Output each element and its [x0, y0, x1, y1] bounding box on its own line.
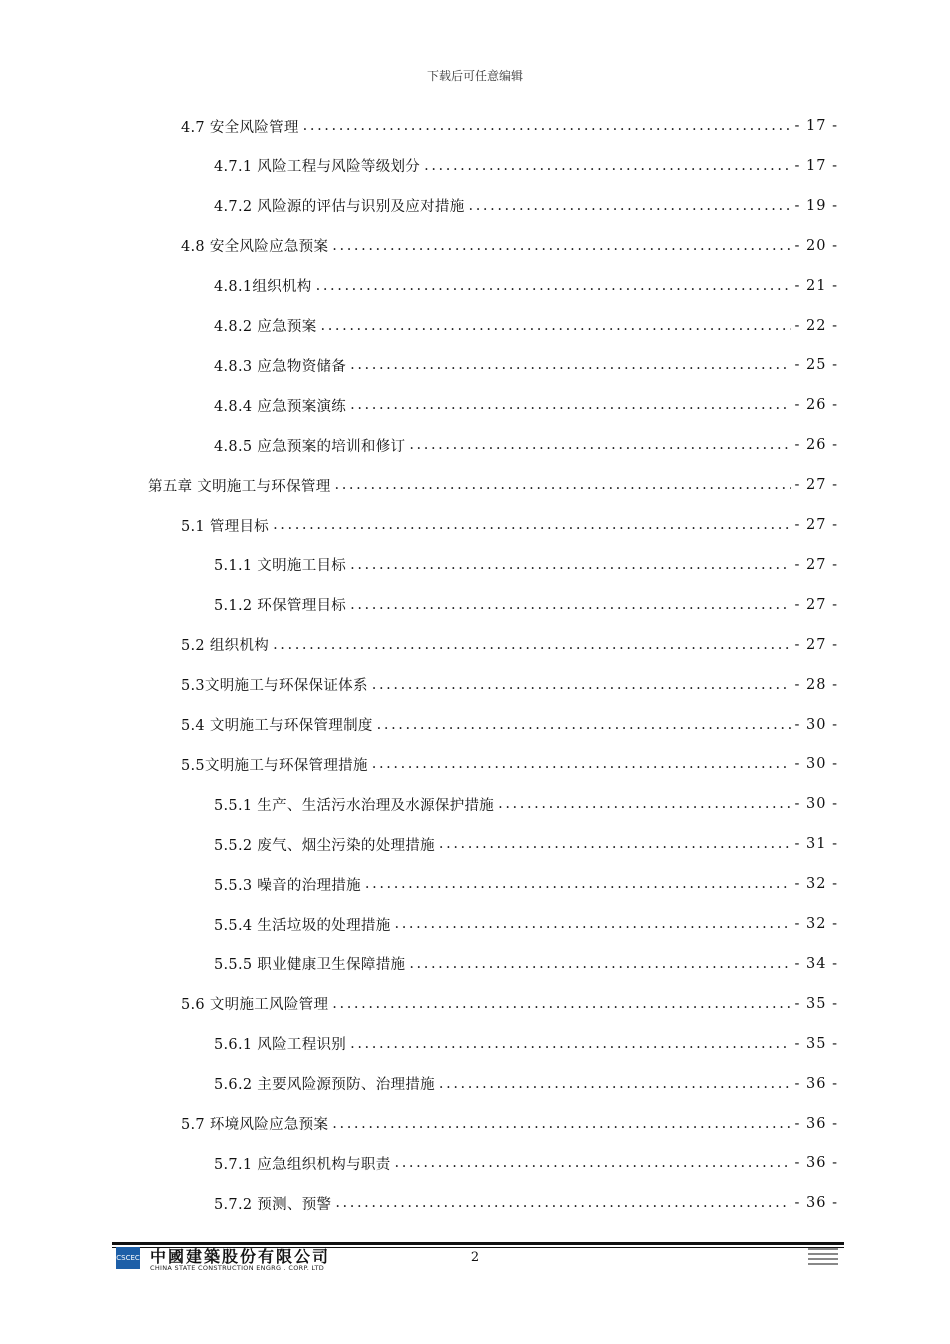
toc-entry-title: 5.4 文明施工与环保管理制度 — [181, 718, 373, 734]
toc-entry[interactable] — [214, 351, 838, 379]
toc-leader-dots — [377, 717, 791, 733]
toc-entry-title: 4.8.5 应急预案的培训和修订 — [214, 438, 406, 455]
toc-entry-page: - 27 - — [794, 517, 838, 533]
toc-leader-dots — [395, 1155, 791, 1171]
toc-entry-page: - 26 - — [794, 397, 838, 414]
toc-entry-title: 4.7.1 风险工程与风险等级划分 — [214, 159, 421, 176]
toc-leader-dots — [350, 597, 790, 613]
logo-text: CSCEC — [116, 1253, 140, 1262]
toc-leader-dots — [332, 238, 790, 254]
toc-entry[interactable] — [214, 870, 838, 898]
toc-entry-page: - 26 - — [794, 437, 838, 454]
toc-entry-page: - 27 - — [794, 477, 838, 494]
toc-entry[interactable] — [214, 950, 838, 978]
toc-entry-page: - 34 - — [794, 955, 838, 972]
toc-entry[interactable] — [214, 591, 838, 619]
toc-entry-page: - 35 - — [794, 995, 838, 1012]
toc-entry-title: 5.5.2 废气、烟尘污染的处理措施 — [214, 837, 435, 854]
toc-entry[interactable] — [181, 711, 838, 739]
toc-entry-page: - 25 - — [794, 357, 838, 374]
toc-leader-dots — [439, 836, 791, 852]
toc-leader-dots — [395, 916, 791, 932]
toc-entry-page: - 32 - — [794, 916, 838, 932]
toc-entry-title: 5.3文明施工与环保保证体系 — [181, 678, 368, 695]
toc-entry[interactable] — [181, 671, 838, 699]
decorative-mark-icon — [808, 1248, 838, 1270]
toc-entry[interactable] — [214, 551, 838, 579]
toc-entry[interactable] — [148, 471, 838, 499]
toc-entry-title: 5.6.1 风险工程识别 — [214, 1037, 347, 1054]
toc-leader-dots — [498, 796, 790, 812]
toc-leader-dots — [273, 517, 790, 533]
toc-entry-page: - 22 - — [794, 317, 838, 334]
company-name-cn: 中國建築股份有限公司 — [150, 1247, 331, 1266]
toc-leader-dots — [350, 357, 790, 373]
toc-leader-dots — [316, 278, 791, 294]
toc-leader-dots — [365, 876, 791, 892]
toc-entry-page: - 31 - — [794, 836, 838, 853]
toc-leader-dots — [372, 677, 791, 693]
toc-entry-page: - 30 - — [794, 796, 838, 813]
toc-leader-dots — [350, 1036, 790, 1052]
toc-entry-title: 5.1.1 文明施工目标 — [214, 558, 347, 575]
toc-entry-page: - 36 - — [794, 1075, 838, 1092]
toc-entry-title: 5.1.2 环保管理目标 — [214, 598, 347, 615]
toc-entry[interactable] — [214, 790, 838, 818]
toc-entry[interactable] — [181, 511, 838, 539]
toc-entry-title: 5.5.4 生活垃圾的处理措施 — [214, 917, 391, 934]
toc-leader-dots — [332, 996, 790, 1012]
toc-entry[interactable] — [214, 391, 838, 419]
toc-leader-dots — [409, 956, 790, 972]
toc-entry-title: 第五章 文明施工与环保管理 — [148, 478, 331, 495]
toc-leader-dots — [439, 1076, 791, 1092]
toc-entry-page: - 17 - — [794, 157, 838, 174]
toc-entry-page: - 30 - — [794, 756, 838, 773]
toc-entry-page: - 36 - — [794, 1195, 838, 1212]
toc-entry-page: - 27 - — [794, 556, 838, 573]
toc-leader-dots — [372, 756, 791, 772]
toc-leader-dots — [350, 397, 790, 413]
toc-entry-title: 5.2 组织机构 — [181, 638, 270, 655]
toc-leader-dots — [273, 637, 790, 653]
toc-entry-page: - 27 - — [794, 636, 838, 653]
toc-entry-title: 5.7 环境风险应急预案 — [181, 1117, 329, 1133]
toc-entry[interactable] — [214, 272, 838, 300]
company-name-en: CHINA STATE CONSTRUCTION ENGRG . CORP. LTD — [150, 1264, 325, 1272]
toc-entry-page: - 30 - — [794, 716, 838, 733]
toc-entry-title: 5.5文明施工与环保管理措施 — [181, 757, 368, 774]
toc-entry-page: - 17 - — [794, 118, 838, 134]
toc-entry[interactable] — [181, 112, 838, 140]
toc-entry[interactable] — [214, 1189, 838, 1217]
header-note: 下载后可任意编辑 — [426, 69, 523, 83]
toc-entry[interactable] — [181, 232, 838, 260]
toc-entry-title: 5.6.2 主要风险源预防、治理措施 — [214, 1077, 435, 1094]
toc-entry[interactable] — [181, 750, 838, 778]
toc-entry[interactable] — [214, 312, 838, 340]
toc-entry-title: 4.8.3 应急物资储备 — [214, 358, 347, 375]
toc-entry[interactable] — [214, 1030, 838, 1058]
toc-entry-title: 4.8.1组织机构 — [214, 279, 312, 296]
toc-entry[interactable] — [214, 152, 838, 180]
toc-leader-dots — [409, 437, 790, 453]
toc-entry-page: - 20 - — [794, 237, 838, 254]
toc-leader-dots — [350, 557, 790, 573]
toc-entry-title: 5.7.2 预测、预警 — [214, 1196, 332, 1213]
toc-entry-page: - 36 - — [794, 1115, 838, 1132]
toc-entry[interactable] — [214, 910, 838, 938]
toc-leader-dots — [303, 118, 791, 134]
toc-entry-page: - 35 - — [794, 1035, 838, 1052]
toc-entry[interactable] — [214, 192, 838, 220]
toc-leader-dots — [321, 318, 791, 334]
toc-entry-page: - 28 - — [794, 676, 838, 693]
toc-leader-dots — [335, 1195, 790, 1211]
toc-leader-dots — [424, 158, 790, 174]
toc-entry[interactable] — [214, 830, 838, 858]
toc-entry-page: - 27 - — [794, 596, 838, 613]
toc-entry-title: 4.8.2 应急预案 — [214, 319, 317, 335]
toc-leader-dots — [469, 198, 791, 214]
toc-entry[interactable] — [214, 1149, 838, 1177]
toc-entry-title: 4.8 安全风险应急预案 — [181, 239, 329, 256]
toc-entry[interactable] — [181, 631, 838, 659]
toc-entry-page: - 21 - — [794, 277, 838, 294]
toc-entry[interactable] — [181, 1110, 838, 1138]
toc-entry-title: 4.7.2 风险源的评估与识别及应对措施 — [214, 199, 465, 216]
toc-entry[interactable] — [214, 431, 838, 459]
toc-entry[interactable] — [214, 1070, 838, 1098]
toc-entry-title: 5.7.1 应急组织机构与职责 — [214, 1156, 391, 1173]
toc-entry-title: 5.6 文明施工风险管理 — [181, 997, 329, 1014]
toc-entry-title: 5.5.5 职业健康卫生保障措施 — [214, 957, 406, 974]
toc-entry-page: - 19 - — [794, 197, 838, 214]
toc-entry-title: 5.5.3 噪音的治理措施 — [214, 877, 361, 894]
toc-entry-title: 4.7 安全风险管理 — [181, 119, 299, 136]
toc-leader-dots — [332, 1116, 790, 1132]
toc-leader-dots — [335, 477, 791, 493]
toc-entry-page: - 36 - — [794, 1155, 838, 1172]
toc-entry-page: - 32 - — [794, 876, 838, 893]
toc-entry-title: 4.8.4 应急预案演练 — [214, 398, 347, 415]
toc-entry-title: 5.5.1 生产、生活污水治理及水源保护措施 — [214, 797, 495, 814]
toc-entry-title: 5.1 管理目标 — [181, 518, 270, 535]
toc-entry[interactable] — [181, 990, 838, 1018]
page-number: 2 — [470, 1250, 480, 1265]
